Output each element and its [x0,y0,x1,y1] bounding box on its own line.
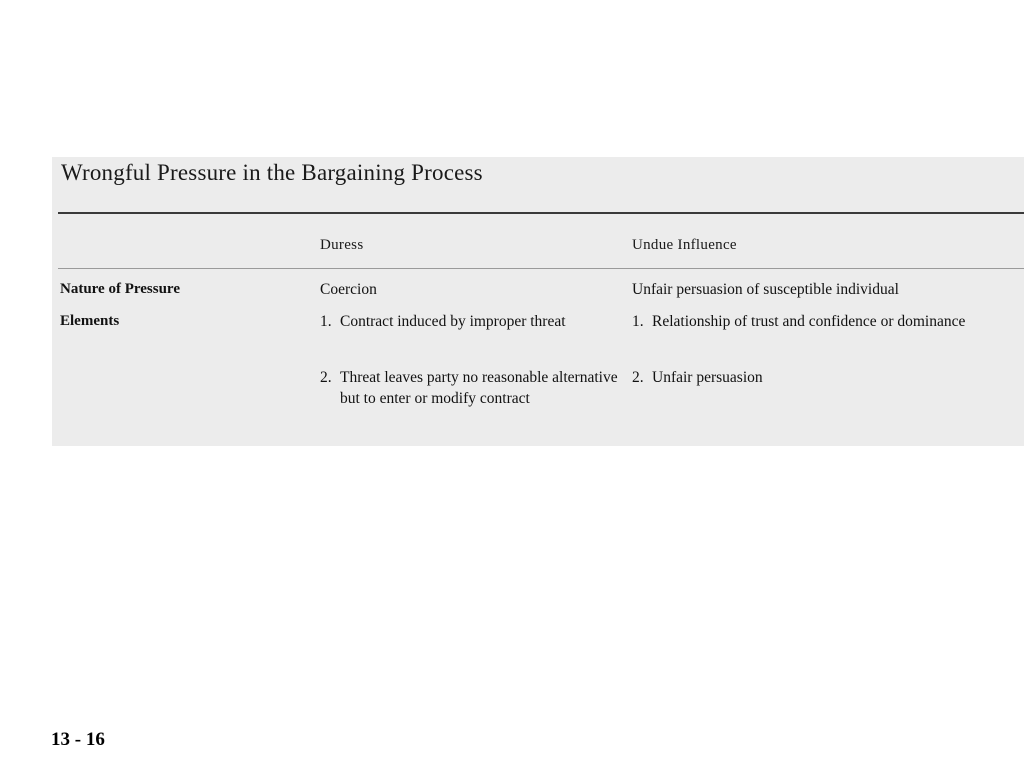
item-text: Unfair persuasion [652,369,763,386]
table-title: Wrongful Pressure in the Bargaining Process [61,160,483,185]
cell-duress-nature: Coercion [320,281,377,298]
column-header-duress: Duress [320,237,364,253]
table-top-rule [58,212,1024,214]
cell-undue-influence-element-2 [632,367,982,388]
item-number: 1. [632,313,644,330]
column-header-undue-influence: Undue Influence [632,237,737,253]
item-number: 2. [632,369,644,386]
cell-undue-influence-nature: Unfair persuasion of susceptible individual [632,281,899,298]
cell-undue-influence-element-1 [632,311,982,332]
page-number: 13 - 16 [51,729,105,750]
item-text: Contract induced by improper threat [340,313,566,330]
item-number: 2. [320,369,332,386]
item-text: Threat leaves party no reasonable alternative but to enter or modify contract [340,369,618,407]
comparison-table [52,157,1024,446]
row-label-elements: Elements [60,313,120,329]
cell-duress-element-2 [320,367,620,409]
row-label-nature-of-pressure: Nature of Pressure [60,281,180,297]
item-number: 1. [320,313,332,330]
item-text: Relationship of trust and confidence or dominance [652,313,966,330]
cell-duress-element-1 [320,311,620,332]
table-header-rule [58,268,1024,269]
